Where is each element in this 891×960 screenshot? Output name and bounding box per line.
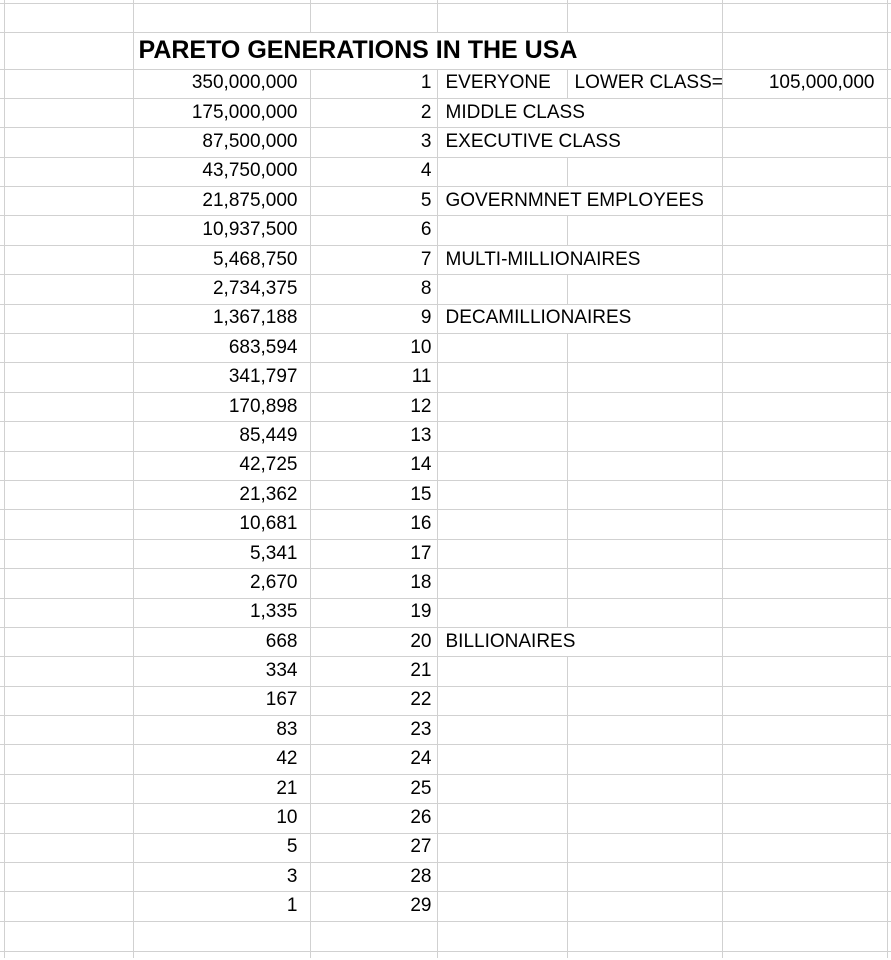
sheet-row-8 — [0, 275, 891, 304]
edge-sliver-cell — [887, 716, 891, 745]
empty-cell[interactable] — [133, 3, 310, 32]
population-cell[interactable]: 1,367,188 — [133, 304, 310, 333]
empty-cell[interactable] — [722, 539, 887, 568]
empty-cell[interactable] — [567, 774, 722, 803]
population-cell[interactable]: 42,725 — [133, 451, 310, 480]
empty-cell[interactable] — [722, 892, 887, 921]
population-cell[interactable]: 21,362 — [133, 480, 310, 509]
generation-cell[interactable]: 3 — [310, 128, 437, 157]
empty-cell[interactable] — [722, 480, 887, 509]
empty-cell[interactable] — [567, 833, 722, 862]
generation-cell[interactable]: 22 — [310, 686, 437, 715]
population-cell[interactable]: 87,500,000 — [133, 128, 310, 157]
sheet-row-24 — [0, 745, 891, 774]
empty-cell[interactable] — [722, 598, 887, 627]
sheet-row-20 — [0, 627, 891, 656]
empty-cell[interactable] — [722, 774, 887, 803]
population-cell[interactable]: 683,594 — [133, 334, 310, 363]
class-label-cell[interactable] — [437, 774, 567, 803]
class-label-cell[interactable] — [437, 863, 567, 892]
edge-sliver-cell — [887, 480, 891, 509]
empty-cell[interactable] — [133, 921, 310, 951]
partial-row-bottom — [0, 951, 891, 958]
sheet-row-23 — [0, 716, 891, 745]
population-cell[interactable]: 350,000,000 — [133, 69, 310, 98]
edge-sliver-cell — [887, 921, 891, 951]
empty-cell[interactable] — [722, 32, 887, 69]
lower-class-label-cell[interactable]: LOWER CLASS= — [567, 69, 722, 98]
edge-sliver-cell — [887, 187, 891, 216]
population-cell[interactable]: 341,797 — [133, 363, 310, 392]
generation-cell[interactable]: 17 — [310, 539, 437, 568]
empty-cell[interactable] — [4, 245, 133, 274]
empty-cell[interactable] — [4, 745, 133, 774]
empty-cell[interactable] — [4, 69, 133, 98]
empty-cell[interactable] — [722, 392, 887, 421]
class-label-cell[interactable]: BILLIONAIRES — [437, 627, 722, 656]
population-cell[interactable]: 83 — [133, 716, 310, 745]
empty-cell[interactable] — [567, 334, 722, 363]
empty-cell[interactable] — [567, 3, 722, 32]
class-label-cell[interactable] — [437, 451, 567, 480]
sheet-row-27 — [0, 833, 891, 862]
sheet-row-4 — [0, 157, 891, 186]
empty-cell[interactable] — [722, 804, 887, 833]
empty-cell[interactable] — [310, 921, 437, 951]
sheet-row-17 — [0, 539, 891, 568]
empty-cell[interactable] — [722, 745, 887, 774]
empty-cell[interactable] — [4, 539, 133, 568]
sheet-row-6 — [0, 216, 891, 245]
generation-cell[interactable]: 9 — [310, 304, 437, 333]
class-label-cell[interactable] — [437, 363, 567, 392]
empty-cell[interactable] — [4, 774, 133, 803]
sheet-row-11 — [0, 363, 891, 392]
class-label-cell[interactable]: GOVERNMNET EMPLOYEES — [437, 187, 722, 216]
empty-cell[interactable] — [4, 187, 133, 216]
class-label-cell[interactable] — [437, 716, 567, 745]
empty-cell[interactable] — [567, 716, 722, 745]
class-label-cell[interactable] — [437, 334, 567, 363]
empty-cell[interactable] — [722, 245, 887, 274]
edge-sliver-cell — [887, 510, 891, 539]
empty-cell[interactable] — [567, 363, 722, 392]
edge-sliver-cell — [887, 363, 891, 392]
generation-cell[interactable]: 25 — [310, 774, 437, 803]
empty-cell[interactable] — [4, 32, 133, 69]
generation-cell[interactable]: 7 — [310, 245, 437, 274]
sheet-row-13 — [0, 422, 891, 451]
empty-cell[interactable] — [722, 334, 887, 363]
empty-cell[interactable] — [722, 98, 887, 127]
population-cell[interactable]: 175,000,000 — [133, 98, 310, 127]
empty-cell[interactable] — [567, 745, 722, 774]
empty-cell — [133, 951, 310, 958]
sheet-row-10 — [0, 334, 891, 363]
generation-cell[interactable]: 14 — [310, 451, 437, 480]
class-label-cell[interactable]: MIDDLE CLASS — [437, 98, 722, 127]
generation-cell[interactable]: 11 — [310, 363, 437, 392]
empty-cell[interactable] — [567, 422, 722, 451]
generation-cell[interactable]: 5 — [310, 187, 437, 216]
lower-class-value-cell[interactable]: 105,000,000 — [722, 69, 887, 98]
empty-cell[interactable] — [4, 480, 133, 509]
sheet-row-2 — [0, 98, 891, 127]
empty-cell[interactable] — [567, 451, 722, 480]
empty-cell[interactable] — [437, 3, 567, 32]
sheet-row-7 — [0, 245, 891, 274]
sheet-row-22 — [0, 686, 891, 715]
generation-cell[interactable]: 27 — [310, 833, 437, 862]
empty-cell[interactable] — [4, 804, 133, 833]
class-label-cell[interactable] — [437, 275, 567, 304]
empty-cell[interactable] — [4, 686, 133, 715]
empty-cell[interactable] — [722, 128, 887, 157]
sheet-row-15 — [0, 480, 891, 509]
edge-sliver-cell — [887, 304, 891, 333]
generation-cell[interactable]: 20 — [310, 627, 437, 656]
empty-cell — [4, 951, 133, 958]
population-cell[interactable]: 2,670 — [133, 569, 310, 598]
empty-cell[interactable] — [4, 128, 133, 157]
population-cell[interactable]: 668 — [133, 627, 310, 656]
population-cell[interactable]: 1 — [133, 892, 310, 921]
empty-cell[interactable] — [567, 892, 722, 921]
edge-sliver-cell — [887, 833, 891, 862]
sheet-row-9 — [0, 304, 891, 333]
empty-cell[interactable] — [567, 569, 722, 598]
empty-cell[interactable] — [722, 863, 887, 892]
class-label-cell[interactable] — [437, 216, 567, 245]
class-label-cell[interactable] — [437, 686, 567, 715]
population-cell[interactable]: 10,937,500 — [133, 216, 310, 245]
title-row — [0, 32, 891, 69]
empty-cell[interactable] — [722, 187, 887, 216]
class-label-cell[interactable]: EXECUTIVE CLASS — [437, 128, 722, 157]
edge-sliver-cell — [887, 32, 891, 69]
empty-cell[interactable] — [567, 686, 722, 715]
empty-cell[interactable] — [567, 539, 722, 568]
generation-cell[interactable]: 28 — [310, 863, 437, 892]
population-cell[interactable]: 42 — [133, 745, 310, 774]
generation-cell[interactable]: 16 — [310, 510, 437, 539]
edge-sliver-cell — [887, 392, 891, 421]
population-cell[interactable]: 3 — [133, 863, 310, 892]
empty-cell[interactable] — [310, 3, 437, 32]
edge-sliver-cell — [887, 334, 891, 363]
empty-cell[interactable] — [722, 304, 887, 333]
generation-cell[interactable]: 6 — [310, 216, 437, 245]
empty-cell[interactable] — [4, 3, 133, 32]
population-cell[interactable]: 85,449 — [133, 422, 310, 451]
blank-row — [0, 921, 891, 951]
empty-cell[interactable] — [567, 657, 722, 686]
empty-cell[interactable] — [567, 804, 722, 833]
sheet-title-cell[interactable]: PARETO GENERATIONS IN THE USA — [133, 32, 722, 69]
population-cell[interactable]: 21,875,000 — [133, 187, 310, 216]
population-cell[interactable]: 334 — [133, 657, 310, 686]
empty-cell[interactable] — [722, 157, 887, 186]
blank-row — [0, 3, 891, 32]
empty-cell[interactable] — [567, 598, 722, 627]
edge-sliver-cell — [887, 69, 891, 98]
empty-cell[interactable] — [4, 569, 133, 598]
sheet-row-5 — [0, 187, 891, 216]
empty-cell — [310, 951, 437, 958]
sheet-row-3 — [0, 128, 891, 157]
empty-cell[interactable] — [722, 657, 887, 686]
population-cell[interactable]: 5 — [133, 833, 310, 862]
sheet-row-28 — [0, 863, 891, 892]
sheet-row-21 — [0, 657, 891, 686]
population-cell[interactable]: 5,341 — [133, 539, 310, 568]
edge-sliver-cell — [887, 422, 891, 451]
sheet-row-12 — [0, 392, 891, 421]
class-label-cell[interactable] — [437, 745, 567, 774]
generation-cell[interactable]: 4 — [310, 157, 437, 186]
population-cell[interactable]: 21 — [133, 774, 310, 803]
class-label-cell[interactable] — [437, 657, 567, 686]
empty-cell — [567, 951, 722, 958]
class-label-cell[interactable] — [437, 480, 567, 509]
population-cell[interactable]: 5,468,750 — [133, 245, 310, 274]
empty-cell[interactable] — [722, 216, 887, 245]
edge-sliver-cell — [887, 245, 891, 274]
empty-cell — [722, 951, 887, 958]
class-label-cell[interactable] — [437, 598, 567, 627]
class-label-cell[interactable] — [437, 804, 567, 833]
sheet-row-26 — [0, 804, 891, 833]
class-label-cell[interactable]: MULTI-MILLIONAIRES — [437, 245, 722, 274]
generation-cell[interactable]: 15 — [310, 480, 437, 509]
empty-cell[interactable] — [4, 216, 133, 245]
class-label-cell[interactable] — [437, 569, 567, 598]
population-cell[interactable]: 10,681 — [133, 510, 310, 539]
empty-cell[interactable] — [722, 716, 887, 745]
empty-cell[interactable] — [722, 833, 887, 862]
edge-sliver-cell — [887, 275, 891, 304]
empty-cell[interactable] — [567, 275, 722, 304]
generation-cell[interactable]: 26 — [310, 804, 437, 833]
edge-sliver-cell — [887, 98, 891, 127]
empty-cell — [437, 951, 567, 958]
empty-cell[interactable] — [4, 157, 133, 186]
empty-cell[interactable] — [722, 275, 887, 304]
edge-sliver-cell — [887, 745, 891, 774]
edge-sliver-cell — [887, 863, 891, 892]
empty-cell[interactable] — [722, 3, 887, 32]
population-cell[interactable]: 167 — [133, 686, 310, 715]
empty-cell[interactable] — [4, 510, 133, 539]
generation-cell[interactable]: 23 — [310, 716, 437, 745]
sheet-row-14 — [0, 451, 891, 480]
edge-sliver-cell — [887, 804, 891, 833]
empty-cell[interactable] — [722, 921, 887, 951]
empty-cell[interactable] — [722, 363, 887, 392]
generation-cell[interactable]: 29 — [310, 892, 437, 921]
population-cell[interactable]: 10 — [133, 804, 310, 833]
edge-sliver-cell — [887, 569, 891, 598]
population-cell[interactable]: 170,898 — [133, 392, 310, 421]
edge-sliver-cell — [887, 657, 891, 686]
empty-cell[interactable] — [4, 98, 133, 127]
generation-cell[interactable]: 8 — [310, 275, 437, 304]
population-cell[interactable]: 2,734,375 — [133, 275, 310, 304]
sheet-row-18 — [0, 569, 891, 598]
generation-cell[interactable]: 18 — [310, 569, 437, 598]
edge-sliver-cell — [887, 539, 891, 568]
empty-cell[interactable] — [4, 833, 133, 862]
class-label-cell[interactable]: EVERYONE — [437, 69, 567, 98]
edge-sliver-cell — [887, 157, 891, 186]
generation-cell[interactable]: 24 — [310, 745, 437, 774]
empty-cell[interactable] — [437, 921, 567, 951]
edge-sliver-cell — [887, 128, 891, 157]
empty-cell[interactable] — [4, 422, 133, 451]
empty-cell[interactable] — [722, 686, 887, 715]
generation-cell[interactable]: 21 — [310, 657, 437, 686]
class-label-cell[interactable] — [437, 392, 567, 421]
empty-cell[interactable] — [4, 451, 133, 480]
empty-cell[interactable] — [4, 304, 133, 333]
generation-cell[interactable]: 19 — [310, 598, 437, 627]
population-cell[interactable]: 1,335 — [133, 598, 310, 627]
sheet-row-16 — [0, 510, 891, 539]
empty-cell[interactable] — [4, 716, 133, 745]
sheet-row-1 — [0, 69, 891, 98]
sheet-row-19 — [0, 598, 891, 627]
empty-cell[interactable] — [722, 627, 887, 656]
generation-cell[interactable]: 1 — [310, 69, 437, 98]
empty-cell[interactable] — [567, 216, 722, 245]
empty-cell[interactable] — [722, 569, 887, 598]
class-label-cell[interactable]: DECAMILLIONAIRES — [437, 304, 722, 333]
edge-sliver-cell — [887, 892, 891, 921]
empty-cell[interactable] — [4, 392, 133, 421]
class-label-cell[interactable] — [437, 833, 567, 862]
edge-sliver-cell — [887, 627, 891, 656]
edge-sliver-cell — [887, 3, 891, 32]
class-label-cell[interactable] — [437, 892, 567, 921]
empty-cell[interactable] — [4, 598, 133, 627]
edge-sliver-cell — [887, 686, 891, 715]
class-label-cell[interactable] — [437, 422, 567, 451]
empty-cell[interactable] — [4, 657, 133, 686]
edge-sliver-cell — [887, 451, 891, 480]
generation-cell[interactable]: 13 — [310, 422, 437, 451]
sheet-row-25 — [0, 774, 891, 803]
generation-cell[interactable]: 10 — [310, 334, 437, 363]
empty-cell[interactable] — [567, 480, 722, 509]
empty-cell[interactable] — [4, 334, 133, 363]
empty-cell[interactable] — [567, 921, 722, 951]
edge-sliver-cell — [887, 216, 891, 245]
empty-cell[interactable] — [4, 627, 133, 656]
generation-cell[interactable]: 12 — [310, 392, 437, 421]
edge-sliver-cell — [887, 774, 891, 803]
class-label-cell[interactable] — [437, 157, 567, 186]
sheet-row-29 — [0, 892, 891, 921]
edge-sliver-cell — [887, 598, 891, 627]
empty-cell[interactable] — [567, 157, 722, 186]
empty-cell[interactable] — [567, 510, 722, 539]
empty-cell[interactable] — [4, 921, 133, 951]
empty-cell[interactable] — [722, 422, 887, 451]
empty-cell[interactable] — [722, 510, 887, 539]
generation-cell[interactable]: 2 — [310, 98, 437, 127]
empty-cell[interactable] — [567, 863, 722, 892]
empty-cell[interactable] — [567, 392, 722, 421]
empty-cell[interactable] — [722, 451, 887, 480]
empty-cell[interactable] — [4, 363, 133, 392]
population-cell[interactable]: 43,750,000 — [133, 157, 310, 186]
class-label-cell[interactable] — [437, 539, 567, 568]
empty-cell[interactable] — [4, 892, 133, 921]
edge-sliver-cell — [887, 951, 891, 958]
class-label-cell[interactable] — [437, 510, 567, 539]
empty-cell[interactable] — [4, 275, 133, 304]
empty-cell[interactable] — [4, 863, 133, 892]
